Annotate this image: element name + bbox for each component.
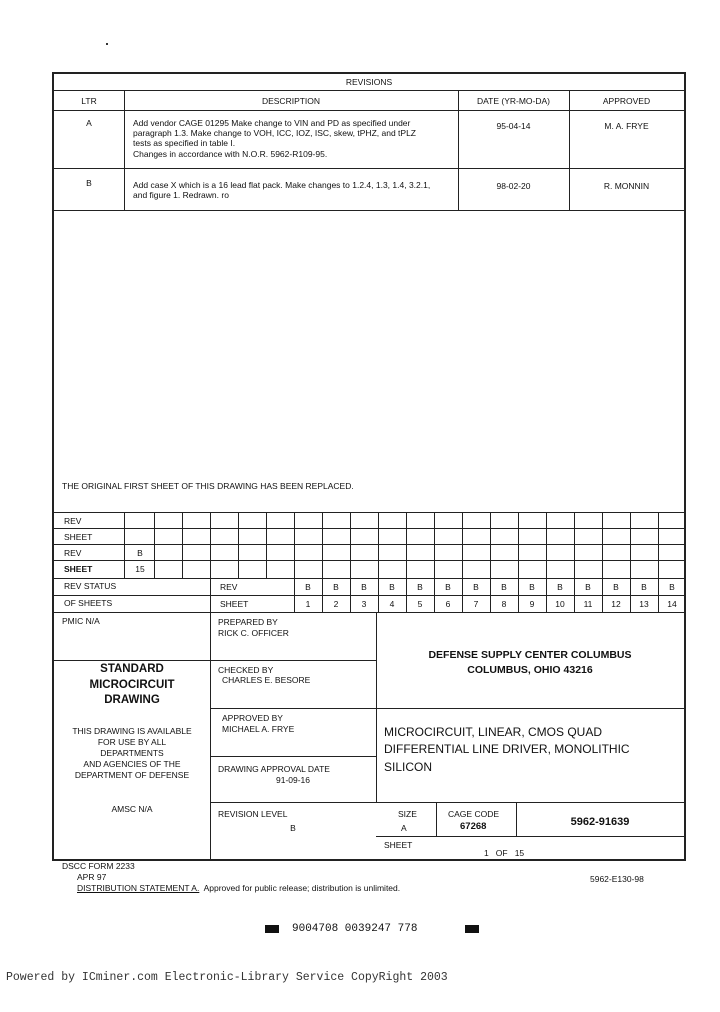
size-label: SIZE — [398, 809, 417, 819]
replaced-note: THE ORIGINAL FIRST SHEET OF THIS DRAWING HAS BEEN REPLACED. — [62, 481, 354, 491]
revision-a-ltr: A — [86, 118, 92, 128]
status-sheet-12: 12 — [611, 599, 621, 609]
of-sheets-label: OF SHEETS — [64, 598, 113, 608]
status-rev-2: B — [333, 582, 339, 592]
status-rev-1: B — [305, 582, 311, 592]
revision-b-desc-2: and figure 1. Redrawn. ro — [133, 190, 229, 200]
status-rev-9: B — [529, 582, 535, 592]
grid-sheet-label: SHEET — [64, 532, 93, 542]
availability-4: AND AGENCIES OF THE — [83, 759, 181, 769]
availability-3: DEPARTMENTS — [100, 748, 164, 758]
approval-date: 91-09-16 — [275, 775, 311, 785]
revisions-title: REVISIONS — [345, 77, 393, 87]
revision-a-desc-3: tests as specified in table I. — [133, 138, 236, 148]
status-sheet-3: 3 — [361, 599, 367, 609]
status-sheet-7: 7 — [473, 599, 479, 609]
status-sheet-2: 2 — [333, 599, 339, 609]
grid-rev-label-2: REV — [64, 548, 82, 558]
revision-b-ltr: B — [86, 178, 92, 188]
revision-b-approved: R. MONNIN — [603, 181, 650, 191]
availability-5: DEPARTMENT OF DEFENSE — [74, 770, 190, 780]
cage-label: CAGE CODE — [448, 809, 500, 819]
revision-level: B — [290, 823, 296, 833]
form-date: APR 97 — [77, 872, 107, 882]
header-description: DESCRIPTION — [261, 96, 321, 106]
revision-a-desc-4: Changes in accordance with N.O.R. 5962-R109-95. — [133, 149, 328, 159]
rev-status-label: REV STATUS — [64, 581, 117, 591]
sheet-of: 1 OF 15 — [484, 848, 525, 858]
status-rev-label: REV — [220, 582, 238, 592]
revision-a-desc-2: paragraph 1.3. Make change to VOH, ICC, IOZ, ISC, skew, tPHZ, and tPLZ — [133, 128, 416, 138]
revision-a-approved: M. A. FRYE — [604, 121, 649, 131]
size-value: A — [401, 823, 407, 833]
agency-name: DEFENSE SUPPLY CENTER COLUMBUS — [428, 649, 632, 661]
approval-date-label: DRAWING APPROVAL DATE — [218, 764, 330, 774]
drawing-title-3: SILICON — [384, 760, 433, 774]
checked-label: CHECKED BY — [218, 665, 274, 675]
status-sheet-5: 5 — [417, 599, 423, 609]
revision-a-desc-1: Add vendor CAGE 01295 Make change to VIN and PD as specified under — [133, 118, 411, 128]
grid-sheet-label-2: SHEET — [64, 564, 93, 574]
status-rev-13: B — [641, 582, 647, 592]
distribution-text: Approved for public release; distribution is unlimited. — [199, 883, 401, 893]
status-rev-4: B — [389, 582, 395, 592]
revision-a-date: 95-04-14 — [496, 121, 531, 131]
status-sheet-1: 1 — [305, 599, 311, 609]
availability-2: FOR USE BY ALL — [97, 737, 167, 747]
pmic: PMIC N/A — [62, 616, 100, 626]
drawing-title-1: MICROCIRCUIT, LINEAR, CMOS QUAD — [384, 725, 603, 739]
grid-rev-value-15: B — [137, 548, 143, 558]
drawing-number: 5962-91639 — [570, 816, 630, 828]
status-sheet-label: SHEET — [220, 599, 249, 609]
drawing-title-2: DIFFERENTIAL LINE DRIVER, MONOLITHIC — [384, 742, 630, 756]
status-rev-7: B — [473, 582, 479, 592]
amsc: AMSC N/A — [111, 804, 153, 814]
cage-value: 67268 — [460, 821, 487, 832]
status-sheet-4: 4 — [389, 599, 395, 609]
std-title-1: STANDARD — [100, 663, 164, 675]
status-sheet-10: 10 — [555, 599, 565, 609]
prepared-name: RICK C. OFFICER — [218, 628, 289, 638]
header-approved: APPROVED — [602, 96, 651, 106]
form-number: DSCC FORM 2233 — [62, 861, 135, 871]
prepared-label: PREPARED BY — [218, 617, 278, 627]
status-rev-5: B — [417, 582, 423, 592]
form-code: 5962-E130-98 — [590, 874, 644, 884]
sheet-label: SHEET — [384, 840, 413, 850]
status-sheet-14: 14 — [667, 599, 677, 609]
revision-b-date: 98-02-20 — [496, 181, 531, 191]
status-rev-12: B — [613, 582, 619, 592]
agency-address: COLUMBUS, OHIO 43216 — [467, 664, 593, 676]
approved-label: APPROVED BY — [222, 713, 283, 723]
distribution-label: DISTRIBUTION STATEMENT A. — [77, 883, 200, 893]
grid-sheet-value-15: 15 — [135, 564, 145, 574]
status-rev-14: B — [669, 582, 675, 592]
status-sheet-13: 13 — [639, 599, 649, 609]
barcode-text: 9004708 0039247 778 — [292, 923, 418, 935]
grid-rev-label: REV — [64, 516, 82, 526]
availability-1: THIS DRAWING IS AVAILABLE — [72, 726, 192, 736]
status-rev-6: B — [445, 582, 451, 592]
status-rev-10: B — [557, 582, 563, 592]
checked-name: CHARLES E. BESORE — [222, 675, 311, 685]
header-date: DATE (YR-MO-DA) — [476, 96, 551, 106]
approved-name: MICHAEL A. FRYE — [222, 724, 295, 734]
header-ltr: LTR — [81, 96, 97, 106]
status-sheet-6: 6 — [445, 599, 451, 609]
status-sheet-8: 8 — [501, 599, 507, 609]
status-sheet-9: 9 — [529, 599, 535, 609]
std-title-2: MICROCIRCUIT — [89, 679, 175, 691]
barcode-bar-right — [465, 925, 479, 933]
status-rev-3: B — [361, 582, 367, 592]
revision-level-label: REVISION LEVEL — [218, 809, 288, 819]
distribution-statement — [77, 883, 400, 893]
barcode-bar-left — [265, 925, 279, 933]
status-sheet-11: 11 — [583, 599, 593, 609]
status-rev-11: B — [585, 582, 591, 592]
std-title-3: DRAWING — [104, 694, 160, 706]
scan-speck — [106, 43, 108, 45]
powered-by: Powered by ICminer.com Electronic-Library Service CopyRight 2003 — [6, 971, 448, 984]
status-rev-8: B — [501, 582, 507, 592]
revision-b-desc-1: Add case X which is a 16 lead flat pack. Make changes to 1.2.4, 1.3, 1.4, 3.2.1, — [133, 180, 431, 190]
